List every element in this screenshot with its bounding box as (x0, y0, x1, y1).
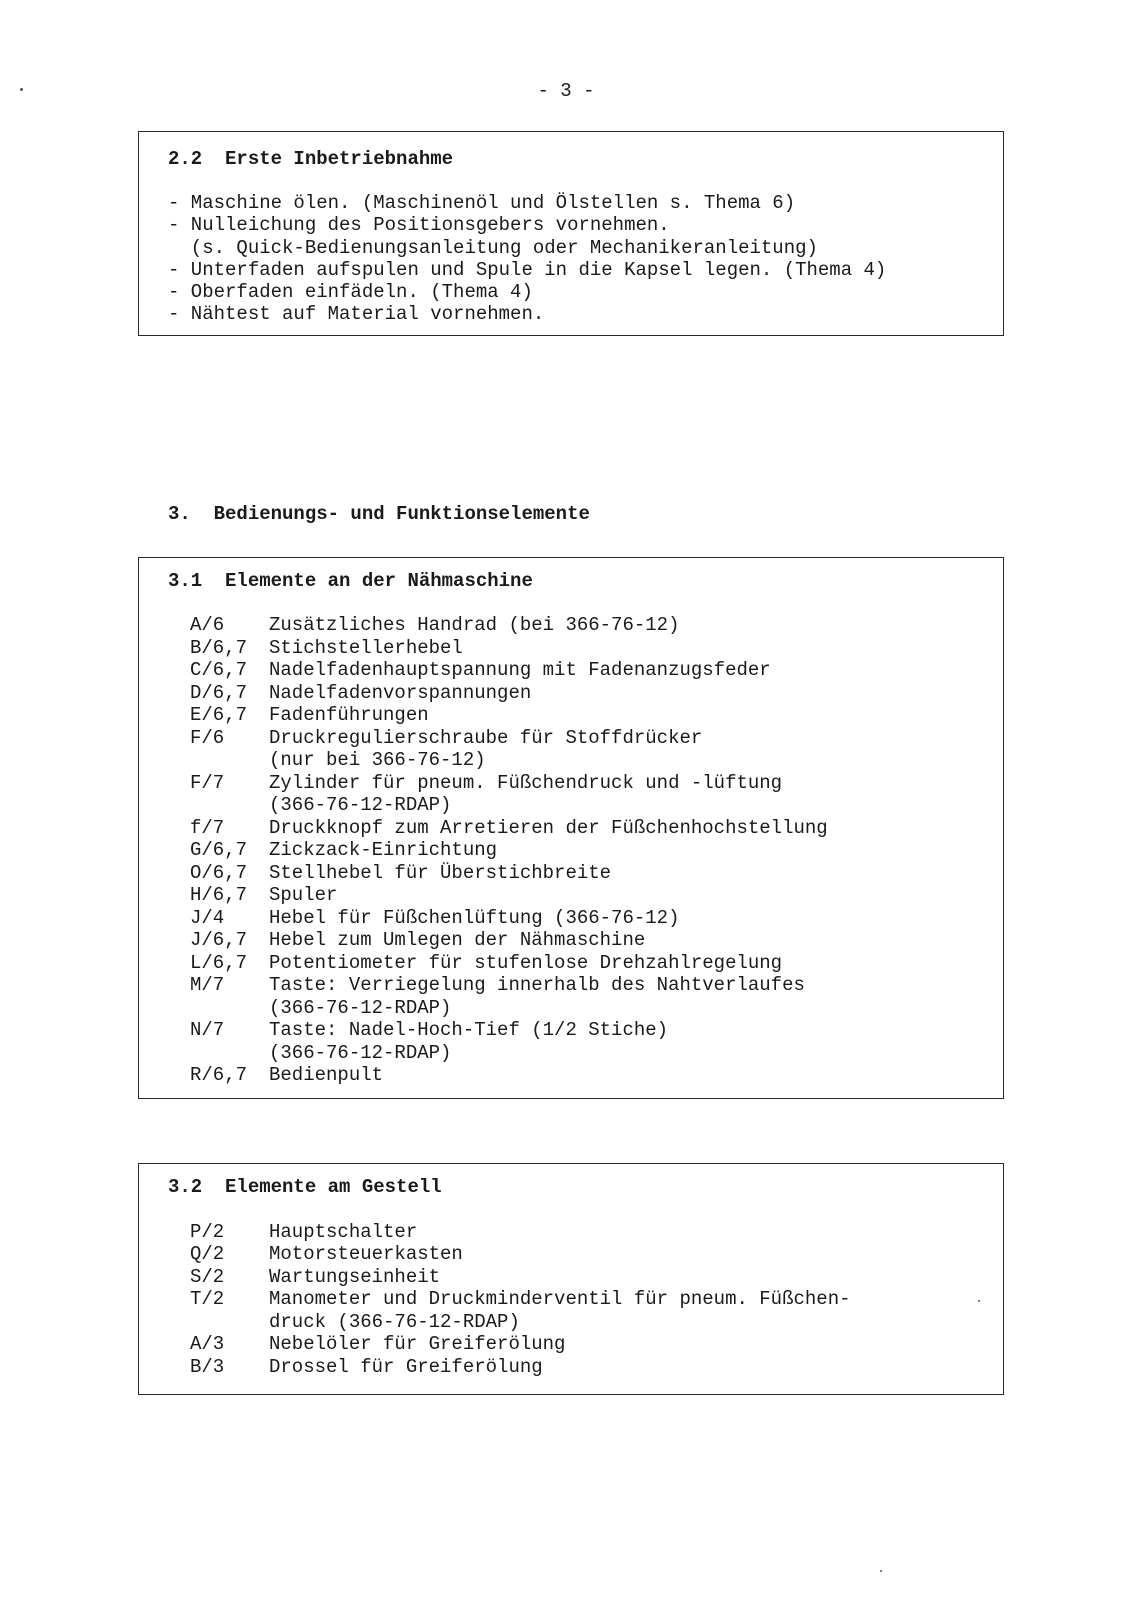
element-code: L/6,7 (190, 952, 248, 974)
element-description-continued: (366-76-12-RDAP) (269, 997, 452, 1019)
box-title-frame-elements: 3.2 Elemente am Gestell (168, 1176, 442, 1198)
element-description: Manometer und Druckminderventil für pneum. Füßchen- (269, 1288, 851, 1310)
element-description-continued: druck (366-76-12-RDAP) (269, 1311, 520, 1333)
element-description: Nebelöler für Greiferölung (269, 1333, 566, 1355)
element-code: T/2 (190, 1288, 225, 1310)
element-description: Potentiometer für stufenlose Drehzahlregelung (269, 952, 783, 974)
element-description: Hebel zum Umlegen der Nähmaschine (269, 929, 646, 951)
section-heading-controls: 3. Bedienungs- und Funktionselemente (168, 503, 590, 525)
element-code: Q/2 (190, 1243, 225, 1265)
element-code: J/4 (190, 907, 225, 929)
box-title-first-operation: 2.2 Erste Inbetriebnahme (168, 148, 454, 170)
instruction-line: - Nulleichung des Positionsgebers vornehmen. (168, 214, 670, 236)
element-code: F/7 (190, 772, 225, 794)
element-code: H/6,7 (190, 884, 248, 906)
page-number: - 3 - (537, 80, 595, 102)
element-code: R/6,7 (190, 1064, 248, 1086)
element-code: J/6,7 (190, 929, 248, 951)
element-description: Wartungseinheit (269, 1266, 441, 1288)
element-description: Fadenführungen (269, 704, 429, 726)
element-description: Taste: Nadel-Hoch-Tief (1/2 Stiche) (269, 1019, 669, 1041)
element-description: Drossel für Greiferölung (269, 1356, 543, 1378)
element-code: B/3 (190, 1356, 225, 1378)
element-description: Zusätzliches Handrad (bei 366-76-12) (269, 614, 680, 636)
element-description: Hauptschalter (269, 1221, 418, 1243)
element-description: Zickzack-Einrichtung (269, 839, 498, 861)
element-description-continued: (366-76-12-RDAP) (269, 1042, 452, 1064)
element-description: Stichstellerhebel (269, 637, 463, 659)
element-description: Hebel für Füßchenlüftung (366-76-12) (269, 907, 680, 929)
element-code: A/6 (190, 614, 225, 636)
element-code: M/7 (190, 974, 225, 996)
element-code: N/7 (190, 1019, 225, 1041)
instruction-line: (s. Quick-Bedienungsanleitung oder Mechanikeranleitung) (168, 237, 818, 259)
element-code: G/6,7 (190, 839, 248, 861)
element-code: F/6 (190, 727, 225, 749)
instruction-line: - Unterfaden aufspulen und Spule in die Kapsel legen. (Thema 4) (168, 259, 887, 281)
element-description: Zylinder für pneum. Füßchendruck und -lüftung (269, 772, 783, 794)
element-description: Nadelfadenhauptspannung mit Fadenanzugsfeder (269, 659, 771, 681)
element-code: P/2 (190, 1221, 225, 1243)
element-code: C/6,7 (190, 659, 248, 681)
element-code: O/6,7 (190, 862, 248, 884)
element-description: Nadelfadenvorspannungen (269, 682, 532, 704)
instruction-line: - Oberfaden einfädeln. (Thema 4) (168, 281, 533, 303)
scan-speck (20, 88, 23, 91)
element-code: D/6,7 (190, 682, 248, 704)
instruction-line: - Nähtest auf Material vornehmen. (168, 303, 545, 325)
element-description: Stellhebel für Überstichbreite (269, 862, 612, 884)
scan-speck (978, 1300, 980, 1302)
element-code: S/2 (190, 1266, 225, 1288)
element-code: E/6,7 (190, 704, 248, 726)
instruction-line: - Maschine ölen. (Maschinenöl und Ölstellen s. Thema 6) (168, 192, 796, 214)
element-description: Druckregulierschraube für Stoffdrücker (269, 727, 703, 749)
scan-speck (880, 1570, 882, 1572)
element-description-continued: (366-76-12-RDAP) (269, 794, 452, 816)
element-description: Spuler (269, 884, 338, 906)
element-code: B/6,7 (190, 637, 248, 659)
element-description: Druckknopf zum Arretieren der Füßchenhochstellung (269, 817, 828, 839)
element-code: f/7 (190, 817, 225, 839)
box-title-machine-elements: 3.1 Elemente an der Nähmaschine (168, 570, 533, 592)
element-description-continued: (nur bei 366-76-12) (269, 749, 486, 771)
element-code: A/3 (190, 1333, 225, 1355)
element-description: Taste: Verriegelung innerhalb des Nahtverlaufes (269, 974, 805, 996)
element-description: Motorsteuerkasten (269, 1243, 463, 1265)
element-description: Bedienpult (269, 1064, 384, 1086)
